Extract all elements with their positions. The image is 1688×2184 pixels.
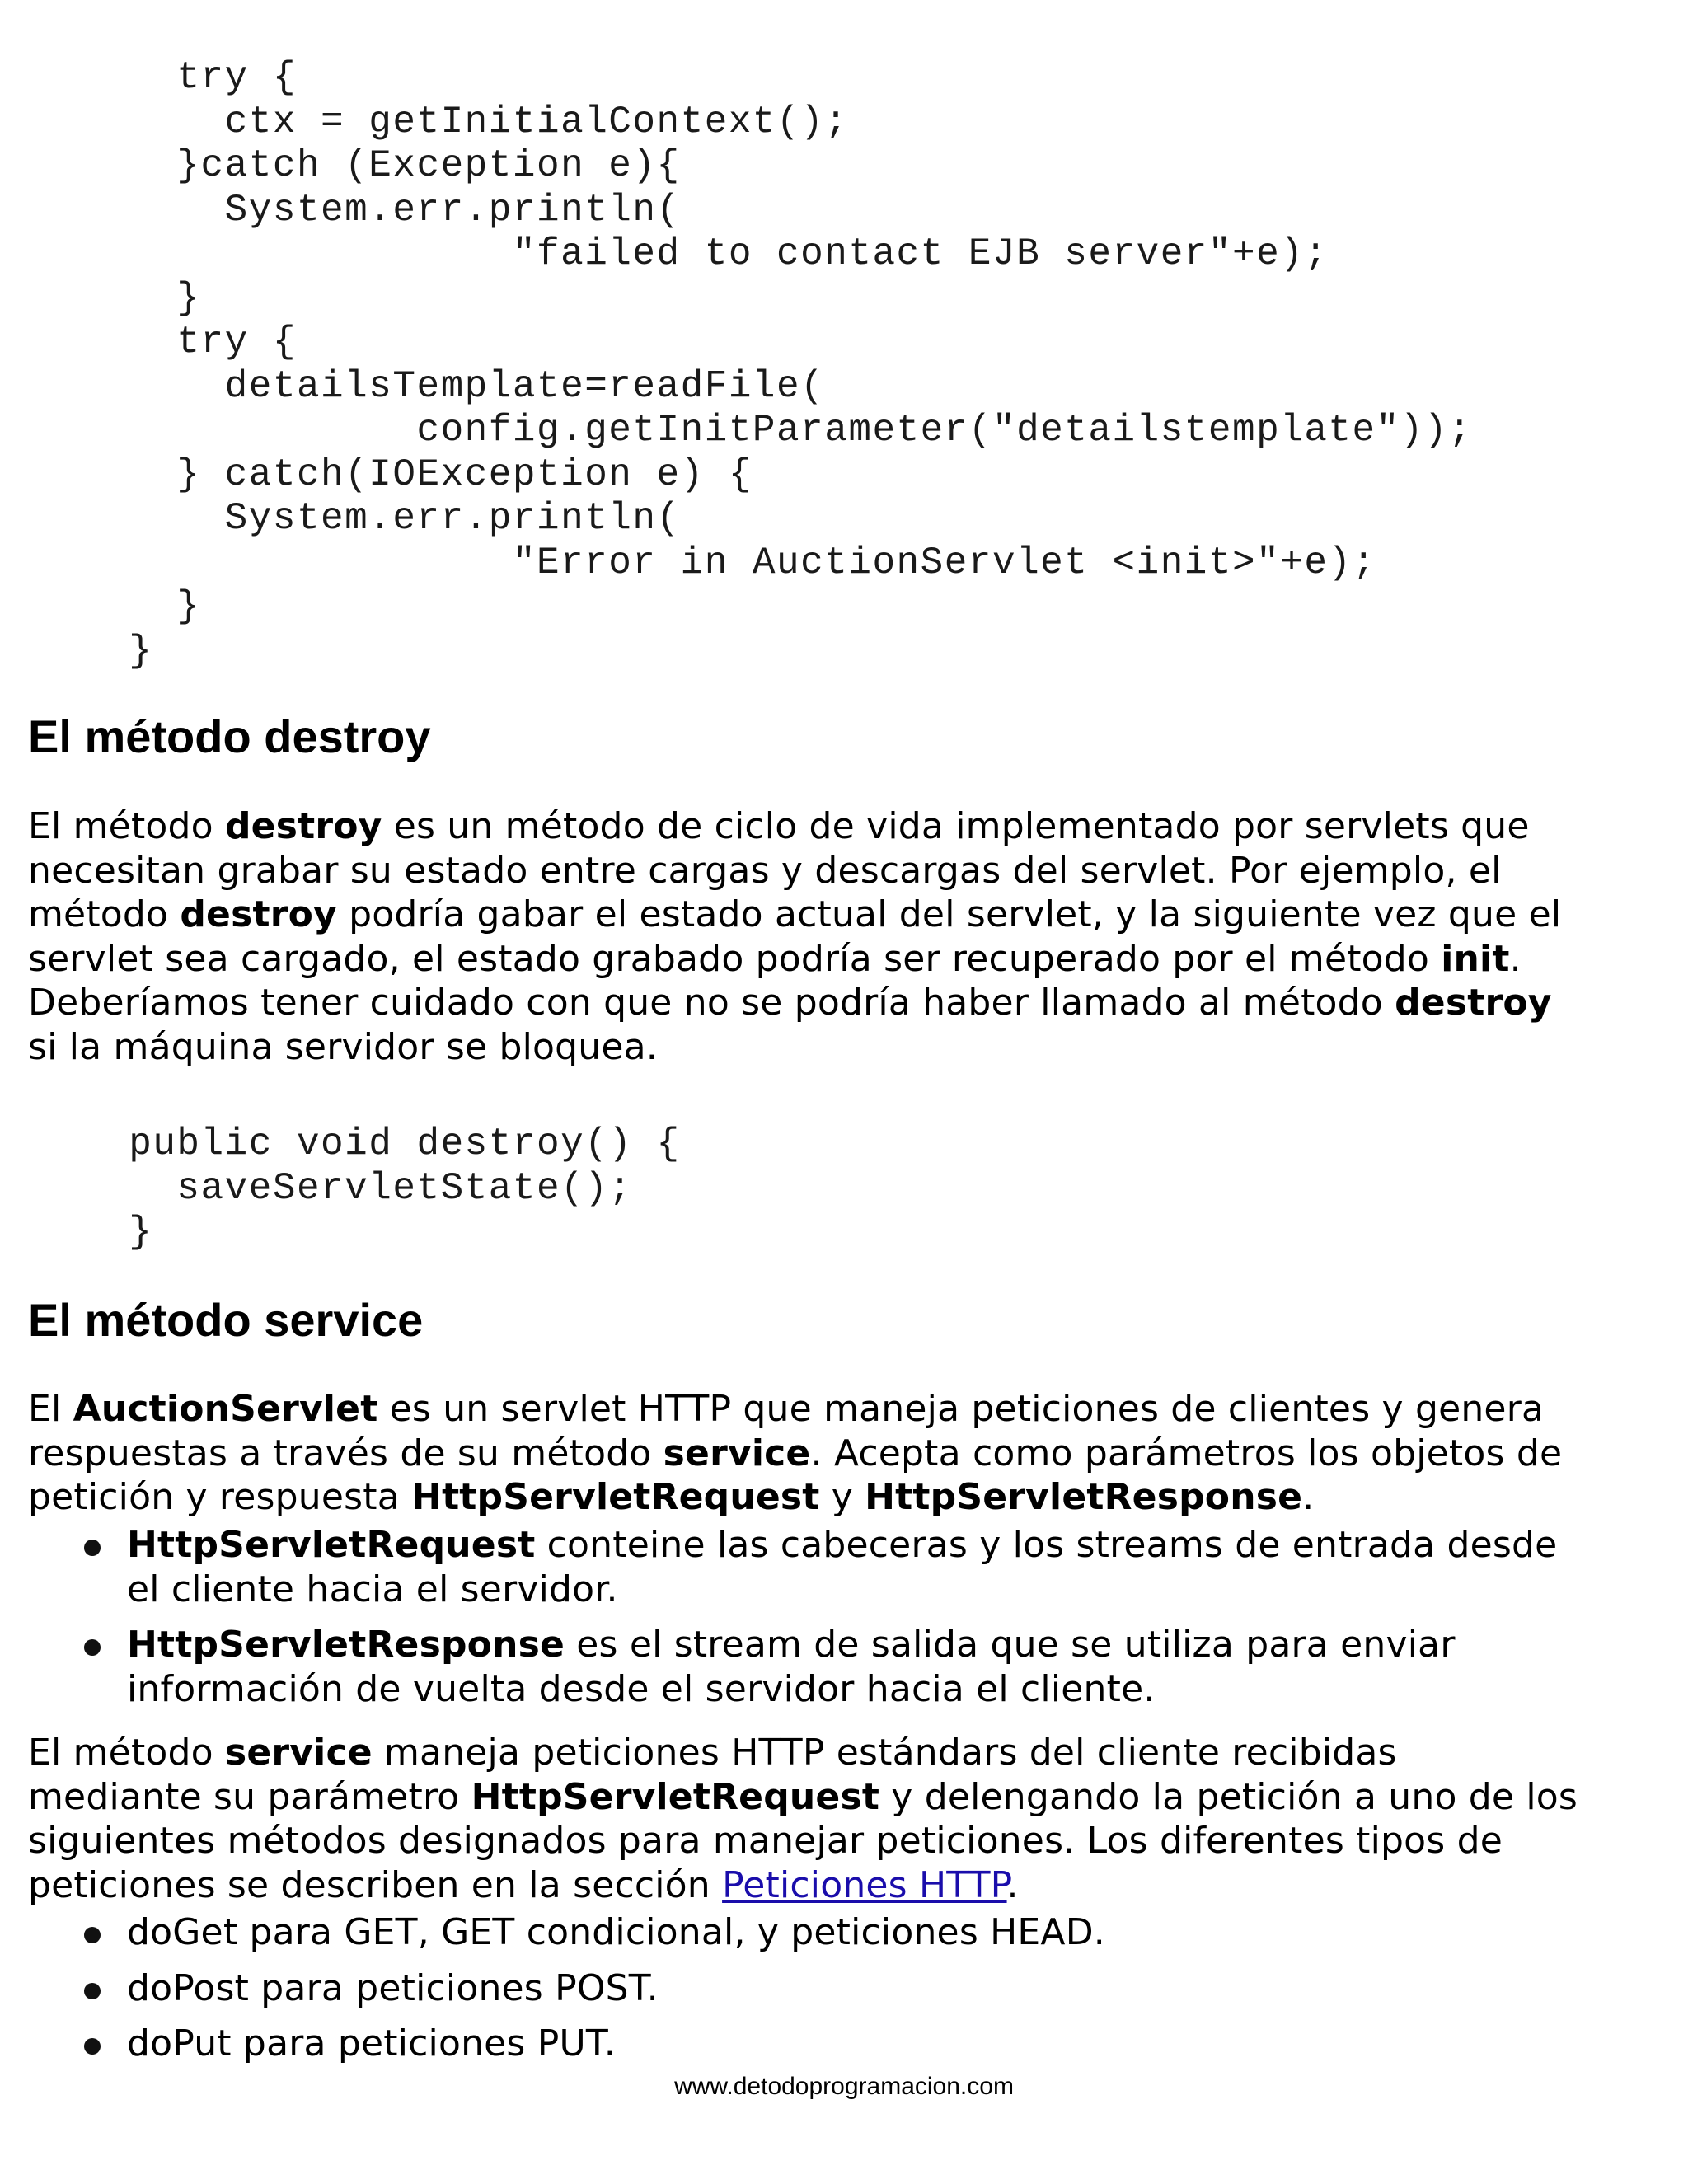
text-line: necesitan grabar su estado entre cargas y descargas del servlet. Por ejemplo, el xyxy=(28,849,1502,892)
heading-destroy: El método destroy xyxy=(28,710,431,762)
code-line: System.err.println( xyxy=(81,188,681,232)
bullet-icon xyxy=(84,2038,101,2055)
paragraph-destroy xyxy=(28,804,1668,1069)
code-line: detailsTemplate=readFile( xyxy=(81,364,825,408)
code-line: System.err.println( xyxy=(81,497,681,540)
text-line: si la máquina servidor se bloquea. xyxy=(28,1025,658,1068)
code-line: } xyxy=(81,1211,153,1254)
code-line: ctx = getInitialContext(); xyxy=(81,100,849,143)
text-line: siguientes métodos designados para manejar peticiones. Los diferentes tipos de xyxy=(28,1820,1503,1862)
bullet-icon xyxy=(84,1983,101,1999)
list-item: doGet para GET, GET condicional, y peticiones HEAD. xyxy=(28,1910,1668,1955)
bullet-icon xyxy=(84,1540,101,1556)
list-item: doPost para peticiones POST. xyxy=(28,1966,1668,2011)
text-line: método destroy podría gabar el estado actual del servlet, y la siguiente vez que el xyxy=(28,893,1562,935)
footer-url: www.detodoprogramacion.com xyxy=(674,2073,1014,2100)
code-block-destroy xyxy=(81,1122,681,1255)
list-item: HttpServletRequest conteine las cabeceras y los streams de entrada desde el cliente hacia el servidor. xyxy=(28,1523,1668,1611)
text-line: petición y respuesta HttpServletRequest y HttpServletResponse. xyxy=(28,1476,1315,1518)
paragraph-service-methods xyxy=(28,1731,1668,1907)
code-block-init xyxy=(81,56,1472,673)
text-line: El método service maneja peticiones HTTP estándars del cliente recibidas xyxy=(28,1732,1397,1774)
code-line: } xyxy=(81,276,201,320)
code-line: "failed to contact EJB server"+e); xyxy=(81,232,1329,275)
text-line: mediante su parámetro HttpServletRequest y delengando la petición a uno de los xyxy=(28,1775,1578,1818)
code-line: saveServletState(); xyxy=(81,1166,633,1210)
paragraph-service-intro xyxy=(28,1387,1668,1520)
bullet-icon xyxy=(84,1927,101,1943)
code-line: } xyxy=(81,629,153,673)
bullet-list-request-response xyxy=(28,1523,1668,1722)
bullet-list-do-methods xyxy=(28,1910,1668,2078)
text-line: Deberíamos tener cuidado con que no se podría haber llamado al método destroy xyxy=(28,982,1552,1024)
text-line: El AuctionServlet es un servlet HTTP que maneja peticiones de clientes y genera xyxy=(28,1388,1545,1430)
code-line: try { xyxy=(81,321,297,363)
list-item: HttpServletResponse es el stream de salida que se utiliza para enviar información de vuelta desde el servidor hacia el cliente. xyxy=(28,1623,1668,1711)
text-line: El método destroy es un método de ciclo de vida implementado por servlets que xyxy=(28,805,1530,847)
code-line: "Error in AuctionServlet <init>"+e); xyxy=(81,541,1376,584)
code-line: }catch (Exception e){ xyxy=(81,144,681,187)
code-line: } catch(IOException e) { xyxy=(81,452,753,496)
heading-service: El método service xyxy=(28,1294,424,1346)
code-line: config.getInitParameter("detailstemplate")); xyxy=(81,409,1473,452)
text-line: respuestas a través de su método service. Acepta como parámetros los objetos de xyxy=(28,1432,1563,1474)
code-line: } xyxy=(81,585,201,628)
text-line: servlet sea cargado, el estado grabado podría ser recuperado por el método init. xyxy=(28,937,1522,980)
bullet-icon xyxy=(84,1639,101,1656)
peticiones-http-link[interactable]: Peticiones HTTP xyxy=(722,1863,1007,1906)
code-line: public void destroy() { xyxy=(81,1122,681,1165)
list-item: doPut para peticiones PUT. xyxy=(28,2022,1668,2066)
text-line: peticiones se describen en la sección Peticiones HTTP. xyxy=(28,1863,1019,1906)
code-line: try { xyxy=(81,56,297,99)
